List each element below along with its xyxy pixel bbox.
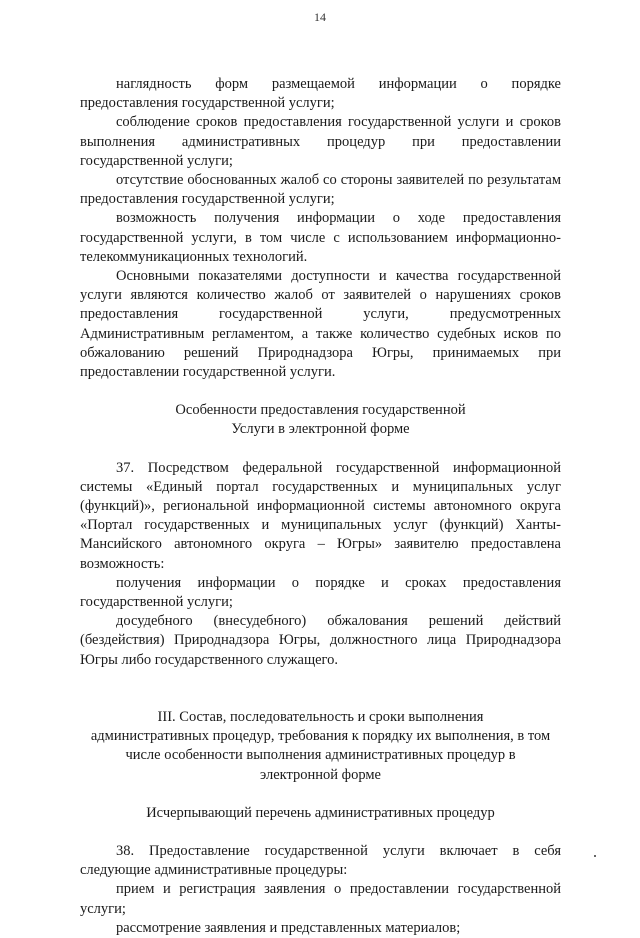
heading-procedures-list: Исчерпывающий перечень административных процедур xyxy=(146,804,495,821)
paragraph-info-receipt: получения информации о порядке и сроках предоставления государственной услуги; xyxy=(80,574,561,611)
paragraph-clarity: наглядность форм размещаемой информации о порядке предоставления государственной услуги; xyxy=(80,76,561,112)
document-body xyxy=(80,75,561,938)
paragraph-37: 37. Посредством федеральной государственной информационной системы «Единый портал государственных и муниципальных услуг (функций)», региональной информационной системы автономного округа «Портал государственных и муниципальных услуг (функций) Ханты-Мансийского автономного округа – Югры» заявителю предоставлена возможность: xyxy=(80,459,561,572)
heading-section-3-line3: числе особенности выполнения административных процедур в xyxy=(125,747,516,764)
paragraph-deadlines: соблюдение сроков предоставления государственной услуги и сроков выполнения административных процедур при предоставлении государственной услуги; xyxy=(80,114,561,169)
paragraph-appeal: досудебного (внесудебного) обжалования решений действий (бездействия) Природнадзора Югры, должностного лица Природнадзора Югры либо государственного служащего. xyxy=(80,613,561,668)
paragraph-no-complaints: отсутствие обоснованных жалоб со стороны заявителей по результатам предоставления государственной услуги; xyxy=(80,172,561,208)
heading-section-3-line4: электронной форме xyxy=(260,766,381,783)
heading-section-3-line1: III. Состав, последовательность и сроки выполнения xyxy=(157,708,484,725)
paragraph-reception: прием и регистрация заявления о предоставлении государственной услуги; xyxy=(80,881,561,917)
heading-electronic-line2: Услуги в электронной форме xyxy=(231,421,410,438)
page-number: 14 xyxy=(314,10,326,24)
paragraph-quality-indicators: Основными показателями доступности и качества государственной услуги являются количество жалоб от заявителей о нарушениях сроков предоставления государственной услуги, предусмотренных Административным регламентом, а также количество судебных исков по обжалованию решений Природнадзора Югры, принимаемых при предоставлении государственной услуги. xyxy=(80,268,561,381)
paragraph-information-access: возможность получения информации о ходе предоставления государственной услуги, в том числе с использованием информационно-телекоммуникационных технологий. xyxy=(80,210,561,265)
heading-electronic-line1: Особенности предоставления государственной xyxy=(175,402,466,419)
paragraph-38: 38. Предоставление государственной услуги включает в себя следующие административные процедуры: xyxy=(80,842,561,879)
heading-section-3-line2: административных процедур, требования к порядку их выполнения, в том xyxy=(90,728,551,745)
paragraph-review: рассмотрение заявления и представленных материалов; xyxy=(116,919,461,936)
scan-speck xyxy=(594,855,596,857)
